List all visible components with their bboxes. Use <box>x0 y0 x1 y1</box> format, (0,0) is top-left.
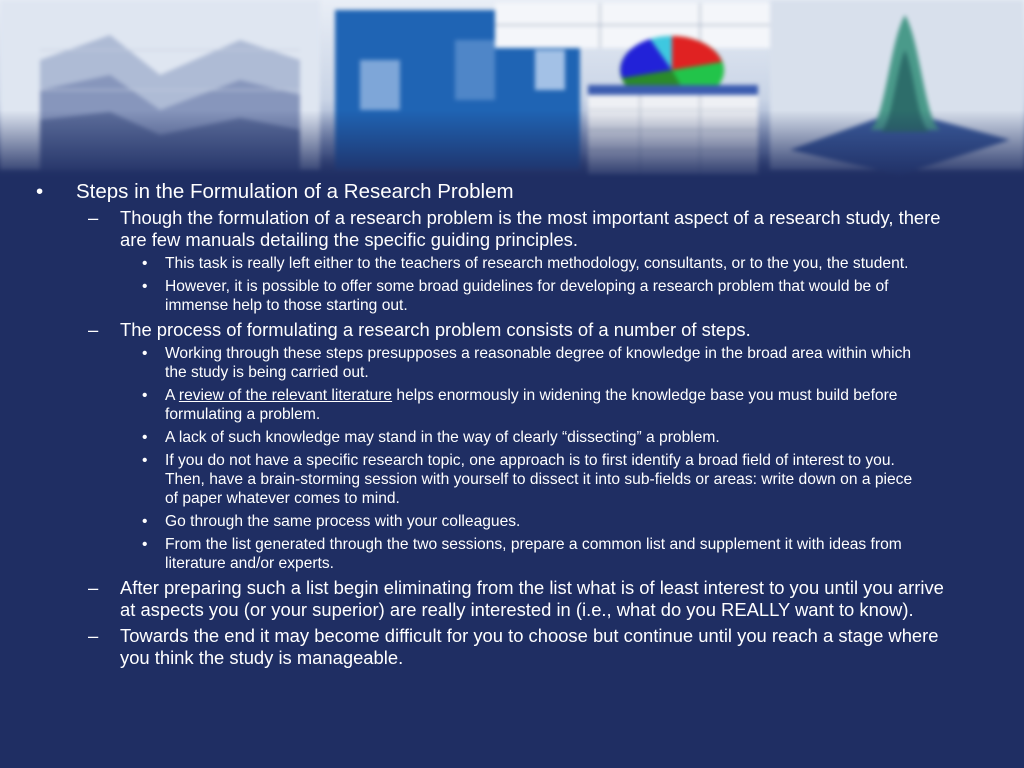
detail-text-suffix: helps enormously in widening the knowledge base you must build before formulating a problem. <box>165 387 898 423</box>
detail-item <box>0 277 954 315</box>
dash-marker: – <box>88 577 99 598</box>
bullet-marker: • <box>142 387 148 404</box>
dash-marker: – <box>88 319 99 340</box>
sub-point <box>0 625 994 669</box>
sub-point-text: After preparing such a list begin eliminating from the list what is of least interest to you until you arrive at aspects you (or your superior) are really interested in (i.e., what do you REALLY want to know). <box>120 577 944 620</box>
detail-text: Go through the same process with your colleagues. <box>165 513 521 530</box>
bullet-marker: • <box>142 255 148 272</box>
header-banner <box>0 0 1024 180</box>
detail-text-prefix: A <box>165 387 179 404</box>
dash-marker: – <box>88 207 99 228</box>
sub-point <box>0 319 994 573</box>
detail-text: Working through these steps presupposes a reasonable degree of knowledge in the broad area within which the study is being carried out. <box>165 345 912 381</box>
bullet-marker: • <box>142 429 148 446</box>
bullet-marker: • <box>142 536 148 553</box>
sub-point-text: The process of formulating a research problem consists of a number of steps. <box>120 319 751 340</box>
bullet-marker: • <box>142 278 148 295</box>
dash-marker: – <box>88 625 99 646</box>
detail-item <box>0 451 954 508</box>
sub-point-text: Though the formulation of a research problem is the most important aspect of a research study, there are few manuals detailing the specific guiding principles. <box>120 207 941 250</box>
detail-item <box>0 254 954 273</box>
detail-item <box>0 428 954 447</box>
detail-text: However, it is possible to offer some broad guidelines for developing a research problem that would be of immense help to those starting out. <box>165 278 889 314</box>
sub-point-list <box>76 207 994 669</box>
bullet-marker: • <box>36 180 44 203</box>
detail-list <box>120 344 954 573</box>
slide-heading: Steps in the Formulation of a Research Problem <box>76 180 514 203</box>
bullet-marker: • <box>142 513 148 530</box>
detail-item <box>0 512 954 531</box>
detail-list <box>120 254 954 315</box>
detail-item <box>0 386 954 424</box>
sub-point-text: Towards the end it may become difficult for you to choose but continue until you reach a stage where you think the study is manageable. <box>120 625 939 668</box>
detail-text: From the list generated through the two sessions, prepare a common list and supplement it with ideas from literature and/or experts. <box>165 536 902 572</box>
detail-text: This task is really left either to the teachers of research methodology, consultants, or to the you, the student. <box>165 255 909 272</box>
slide-content <box>0 180 1024 768</box>
bullet-marker: • <box>142 345 148 362</box>
detail-item <box>0 344 954 382</box>
sub-point <box>0 577 994 621</box>
main-bullet-list <box>0 180 1024 669</box>
main-bullet <box>0 180 1024 669</box>
detail-text: A lack of such knowledge may stand in the way of clearly “dissecting” a problem. <box>165 429 720 446</box>
detail-item <box>0 535 954 573</box>
literature-review-link[interactable]: review of the relevant literature <box>178 387 393 404</box>
banner-fade <box>0 110 1024 180</box>
detail-text: If you do not have a specific research topic, one approach is to first identify a broad field of interest to you. Then, have a brain-storming session with yourself to dissect it into sub-fields or areas: write down on a piece of paper whatever comes to mind. <box>165 452 913 507</box>
bullet-marker: • <box>142 452 148 469</box>
sub-point <box>0 207 994 315</box>
